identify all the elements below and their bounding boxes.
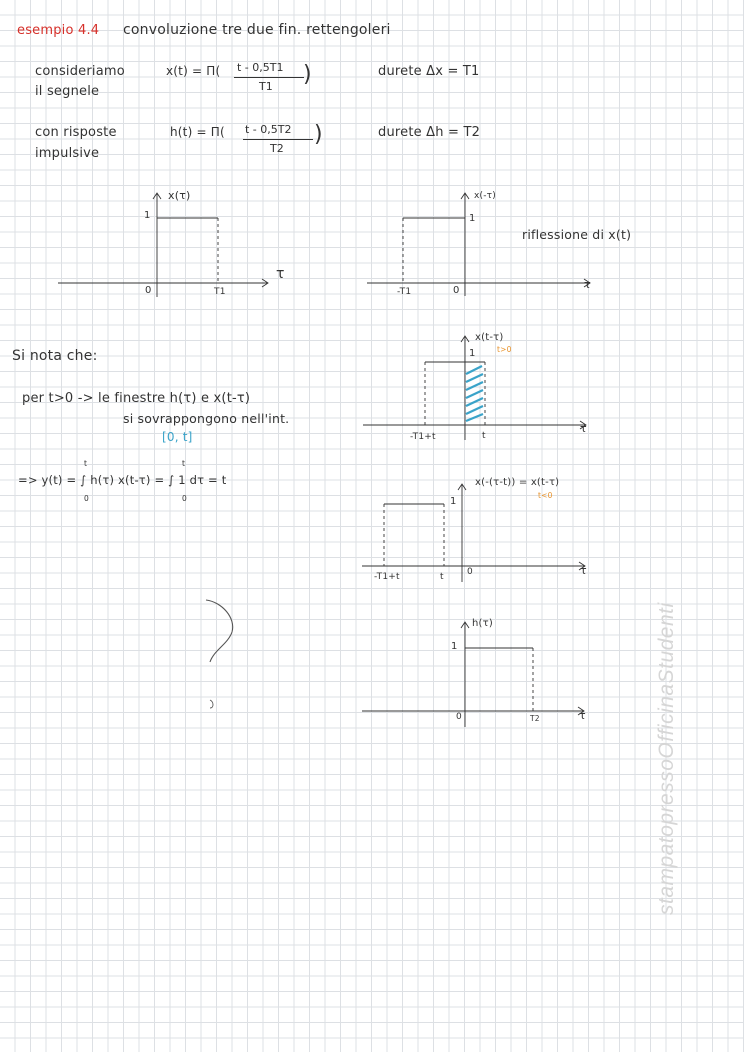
question-mark-dot [210,700,213,708]
plot2-origin: 0 [453,285,460,296]
integral2-upper: t [182,459,186,468]
plot3-right: t [482,431,486,441]
impulse-label-line2: impulsive [35,146,100,161]
integral1-upper: t [84,459,88,468]
plot5-one: 1 [451,641,458,652]
notes-line2: si sovrappongono nell'int. [123,411,290,426]
impulse-label-line1: con risposte [35,125,117,140]
plot3-left: -T1+t [410,432,436,442]
plot1-one: 1 [144,210,151,221]
signal-duration: durete Δx = T1 [378,64,480,79]
plot3-ylabel: x(t-τ) [475,332,504,343]
impulse-formula-rhs: ) [314,122,323,147]
impulse-duration: durete Δh = T2 [378,125,481,140]
example-number: esempio 4.4 [17,23,100,38]
plot2-axis-label: τ [584,278,591,291]
plot4-ylabel: x(-(τ-t)) = x(t-τ) [475,477,560,488]
plot1-ylabel: x(τ) [168,189,191,202]
plot4-axis-label: τ [580,564,587,577]
plot2-t1: -T1 [397,287,412,297]
notes-result: => y(t) = ∫ h(τ) x(t-τ) = ∫ 1 dτ = t [18,473,227,487]
impulse-formula-den: T2 [270,142,284,155]
plot5-t2: T2 [530,714,540,723]
integral1-lower: 0 [84,494,89,503]
impulse-formula-num: t - 0,5T2 [245,123,292,136]
plot3-one: 1 [469,348,476,359]
plot3-condition: t>0 [497,345,512,354]
plot4-mid: t [440,572,444,582]
signal-label-line2: il segnele [35,84,100,99]
plot4-origin: 0 [467,567,473,577]
notes-interval: [0, t] [162,430,193,444]
signal-formula-num: t - 0,5T1 [237,61,284,74]
plot1-origin: 0 [145,285,152,296]
notes-heading: Si nota che: [12,348,98,364]
plot4-condition: t<0 [538,491,553,500]
plot1-t1: T1 [214,287,226,297]
plot1-axis-label: τ [276,266,285,282]
watermark: stampatopressoOfficinaStudenti [655,602,678,915]
plot5-origin: 0 [456,712,462,722]
signal-formula-rhs: ) [303,62,312,87]
impulse-formula-lhs: h(t) = Π( [170,125,225,139]
plot5-axis-label: τ [579,709,586,722]
plot3-axis-label: τ [580,422,587,435]
plot3-overlap-hatch [466,366,483,421]
plot2-one: 1 [469,213,476,224]
signal-label-line1: consideriamo [35,64,125,79]
question-mark [228,660,229,661]
signal-formula-den: T1 [259,80,273,93]
integral2-lower: 0 [182,494,187,503]
plot5-ylabel: h(τ) [472,618,493,629]
question-mark-curve [206,600,233,662]
signal-formula-lhs: x(t) = Π( [166,64,221,78]
plot4-one: 1 [450,496,457,507]
plot2-ylabel: x(-τ) [474,191,497,201]
plot4-left: -T1+t [374,572,400,582]
notes-line1: per t>0 -> le finestre h(τ) e x(t-τ) [22,391,251,406]
plot2-note: riflessione di x(t) [522,227,632,242]
example-title: convoluzione tre due fin. rettengoleri [123,22,391,38]
